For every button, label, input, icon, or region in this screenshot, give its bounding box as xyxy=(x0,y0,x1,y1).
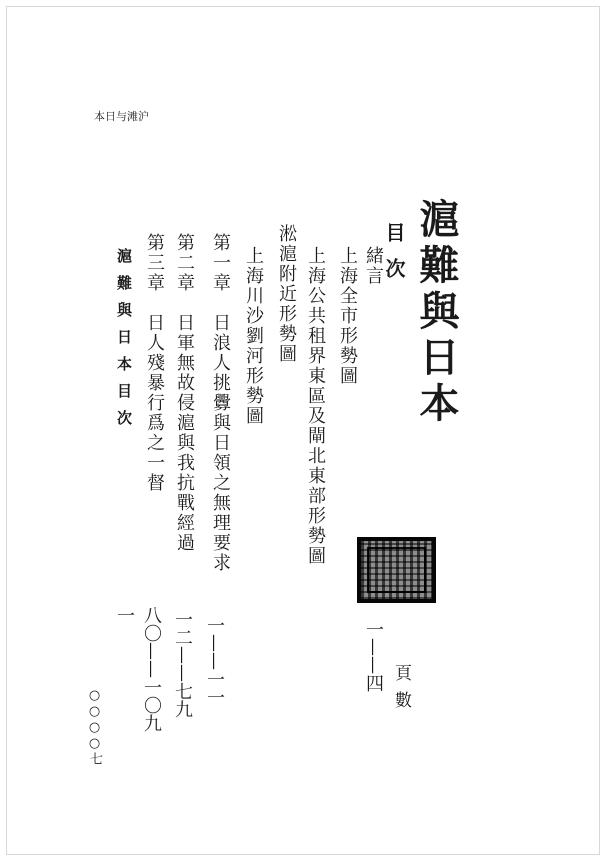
toc-entry-map-songhu: 淞滬附近形勢圖 xyxy=(276,224,297,364)
library-seal-stamp xyxy=(357,537,436,603)
toc-entry-map-chuansha: 上海川沙劉河形勢圖 xyxy=(243,246,264,426)
book-title: 滬難與日本 xyxy=(413,198,460,428)
footer-page-number: 一 xyxy=(114,606,135,624)
folio-number: ○○○○七 xyxy=(87,688,102,766)
toc-page-chapter-3: 八〇——一〇九 xyxy=(141,606,162,732)
toc-entry-chapter-2: 第二章 日軍無故侵滬與我抗戰經過 xyxy=(174,233,195,553)
toc-page-preface: 一——四 xyxy=(363,620,384,692)
footer-title: 滬難與日本目次 xyxy=(115,248,133,437)
toc-entry-chapter-1: 第一章 日浪人挑釁與日領之無理要求 xyxy=(210,233,231,573)
running-head: 本日与滩沪 xyxy=(94,110,149,123)
pages-heading: 頁數 xyxy=(391,664,411,718)
toc-heading: 目次 xyxy=(382,222,406,294)
toc-entry-map-settlement: 上海公共租界東區及閘北東部形勢圖 xyxy=(305,246,326,566)
toc-page-chapter-2: 一二——七九 xyxy=(172,610,193,718)
toc-entry-chapter-3: 第三章 日人殘暴行爲之一督 xyxy=(144,233,165,493)
toc-entry-map-shanghai: 上海全市形勢圖 xyxy=(337,246,358,386)
toc-entry-preface: 緒言 xyxy=(363,246,384,286)
toc-page-chapter-1: 一——一一 xyxy=(204,616,225,706)
